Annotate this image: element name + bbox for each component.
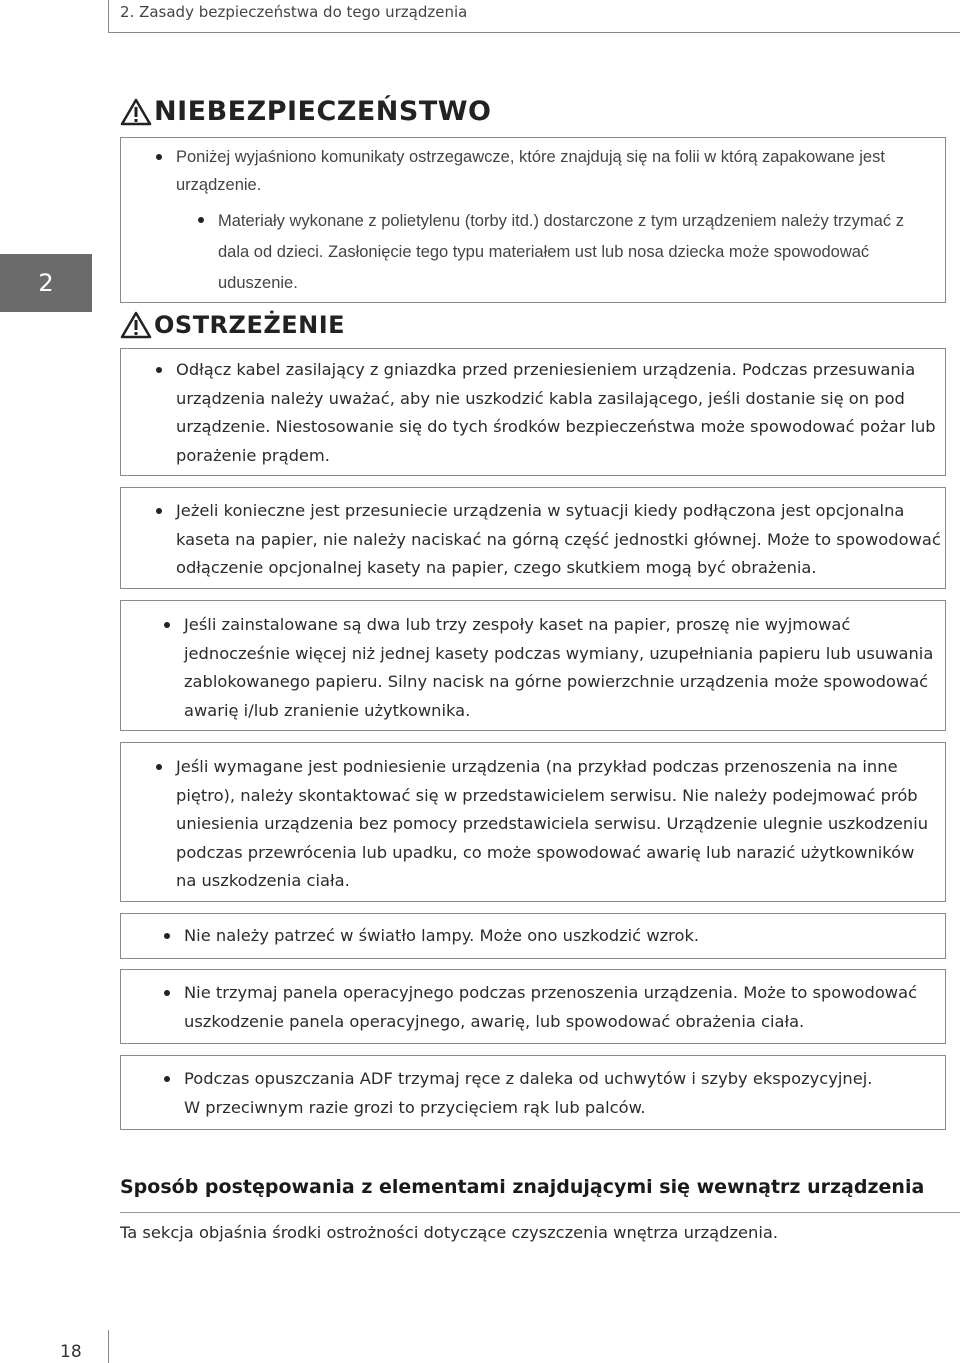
- warning-triangle-icon: [120, 311, 152, 339]
- running-header: [108, 0, 960, 33]
- danger-bullet-1: Poniżej wyjaśniono komunikaty ostrzegawcze, które znajdują się na folii w którą zapakowane jest urządzenie.: [176, 143, 936, 199]
- warning-item-6: Nie trzymaj panela operacyjnego podczas przenoszenia urządzenia. Może to spowodować uszkodzenie panela operacyjnego, awarię, lub spowodować obrażenia ciała.: [184, 979, 944, 1036]
- warning-title-row: [120, 311, 345, 339]
- danger-title-row: [120, 96, 492, 127]
- warning-item-5: Nie należy patrzeć w światło lampy. Może ono uszkodzić wzrok.: [184, 922, 924, 951]
- footer-divider: [108, 1330, 109, 1363]
- warning-item-4: Jeśli wymagane jest podniesienie urządzenia (na przykład podczas przenoszenia na inne piętro), należy skontaktować się w przedstawicielem serwisu. Nie należy podejmować prób uniesienia urządzenia bez pomocy przedstawiciela serwisu. Urządzenie ulegnie uszkodzeniu podczas przewrócenia lub upadku, co może spowodować awarię lub narazić użytkowników na uszkodzenia ciała.: [176, 753, 938, 896]
- warning-item-2: Jeżeli konieczne jest przesuniecie urządzenia w sytuacji kiedy podłączona jest opcjonalna kaseta na papier, nie należy naciskać na górną część jednostki głównej. Może to spowodować odłączenie opcjonalnej kasety na papier, czego skutkiem mogą być obrażenia.: [176, 497, 946, 583]
- warning-item-7: Podczas opuszczania ADF trzymaj ręce z daleka od uchwytów i szyby ekspozycyjnej. W przeciwnym razie grozi to przycięciem rąk lub palców.: [184, 1065, 884, 1122]
- warning-title: OSTRZEŻENIE: [154, 311, 346, 339]
- section-divider: [120, 1212, 960, 1213]
- page-number: 18: [60, 1342, 82, 1362]
- section-intro: Ta sekcja objaśnia środki ostrożności dotyczące czyszczenia wnętrza urządzenia.: [120, 1223, 779, 1242]
- warning-item-3: Jeśli zainstalowane są dwa lub trzy zespoły kaset na papier, proszę nie wyjmować jednocześnie więcej niż jednej kasety podczas wymiany, uzupełniania papieru lub usuwania zablokowanego papieru. Silny nacisk na górne powierzchnie urządzenia może spowodować awarię i/lub zranienie użytkownika.: [184, 611, 944, 725]
- warning-triangle-icon: [120, 98, 152, 126]
- danger-bullet-2: Materiały wykonane z polietylenu (torby itd.) dostarczone z tym urządzeniem należy trzymać z dala od dzieci. Zasłonięcie tego typu materiałem ust lub nosa dziecka może spowodować uduszenie.: [218, 206, 928, 299]
- running-title: 2. Zasady bezpieczeństwa do tego urządzenia: [120, 3, 468, 21]
- section-heading: Sposób postępowania z elementami znajdującymi się wewnątrz urządzenia: [120, 1176, 925, 1198]
- chapter-tab: 2: [0, 254, 92, 312]
- warning-item-1: Odłącz kabel zasilający z gniazdka przed przeniesieniem urządzenia. Podczas przesuwania urządzenia należy uważać, aby nie uszkodzić kabla zasilającego, jeśli dostanie się on pod urządzenie. Niestosowanie się do tych środków bezpieczeństwa może spowodować pożar lub porażenie prądem.: [176, 356, 936, 470]
- danger-title: NIEBEZPIECZEŃSTWO: [154, 96, 492, 127]
